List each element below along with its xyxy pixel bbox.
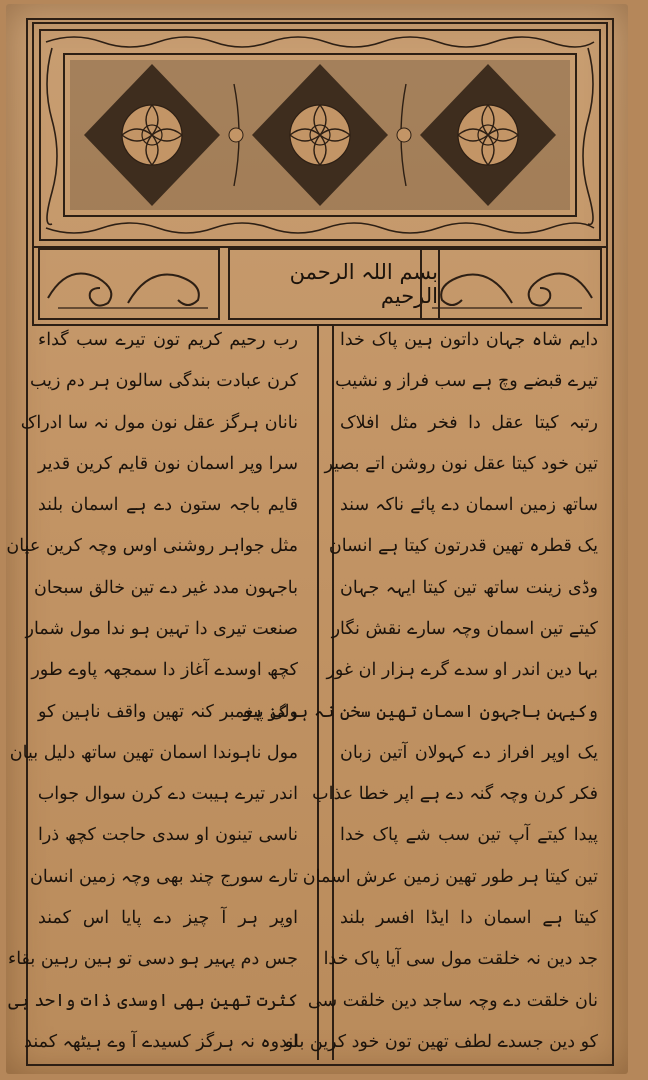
text-columns <box>6 326 604 1060</box>
verse-line: ساتھ زمین اسمان دے پائے ناکہ سند <box>340 495 598 516</box>
verse-line: مثل جواہر روشنی اوس وچہ کرین عیان <box>6 536 298 557</box>
verse-line: تارے سورج چند بھی وچہ زمین انسان <box>29 866 298 887</box>
verse-line: قایم باجہ ستون دے ہے اسمان بلند <box>38 495 298 516</box>
verse-line: دایم شاہ جہان داتون ہین پاک خدا <box>340 330 598 350</box>
verse-line: بہا دین اندر او سدے گرے ہزار ان غور <box>326 660 598 681</box>
verse-line: کرن عبادت بندگی سالون ہر دم زیب <box>29 371 298 392</box>
bismillah-title: بسم اللہ الرحمن الرحیم <box>228 248 440 320</box>
verse-line: یک اوپر افراز دے کہولان آتین زبان <box>340 742 598 763</box>
verse-line: جد دین نہ خلقت مول سی آیا پاک خدا <box>323 949 598 970</box>
verse-line: مول ناہوندا اسمان تھین ساتھ دلیل بیان <box>9 742 298 763</box>
verse-line: کیتا ہے اسمان دا ایڈا افسر بلند <box>340 907 598 928</box>
verse-line: او وہ نہ ہرگز کسیدے آ وے ہیٹھہ کمند <box>24 1031 298 1052</box>
manuscript-page <box>6 4 628 1074</box>
verse-line: تیرے قبضے وچ ہے سب فراز و نشیب <box>335 371 598 392</box>
verse-line: صنعت تیری دا تہین ہو ندا مول شمار <box>25 618 298 639</box>
verse-line: ناسی تینون او سدی حاجت کچھ ذرا <box>38 825 298 846</box>
verse-line: سرا وپر اسمان نون قایم کرین قدیر <box>38 453 298 474</box>
verse-line: نانان ہرگز عقل نون مول نہ سا ادراک <box>20 412 298 433</box>
verse-line: نان خلقت دے وچہ ساجد دین خلقت سی <box>307 990 598 1011</box>
scroll-ornament-left <box>38 248 220 320</box>
floral-ornament <box>34 24 606 246</box>
verse-line: کیتے تین اسمان وچہ سارے نقش نگار <box>331 618 598 639</box>
left-text-column <box>6 326 304 1060</box>
verse-line: اندر تیرے ہیبت دے کرن سوال جواب <box>37 784 298 805</box>
verse-line: فکر کرن وچہ گنہ دے ہے اپر خطا عذاب <box>312 784 598 805</box>
verse-line: وکیہن باجہون اسمان تھین سخن نہ ہرگز ہو <box>241 701 598 722</box>
verse-line: تین خود کیتا عقل نون روشن اتے بصیر <box>324 453 598 474</box>
verse-line: کچھ اوسدے آغاز دا سمجھہ پاوے طور <box>31 660 298 681</box>
verse-line: جس دم پہیر ہو دسی تو ہین رہین بقاء <box>7 949 298 970</box>
verse-line: کثرت تھین بھی اوسدی ذات واحد ہی <box>8 990 298 1011</box>
scroll-ornament-right <box>420 248 602 320</box>
right-text-column <box>241 326 604 1060</box>
column-divider <box>317 326 319 1060</box>
bismillah-row <box>32 244 608 326</box>
verse-line: پیدا کیتے آپ تین سب شے پاک خدا <box>340 825 598 846</box>
verse-line: ولی پیغمبر کنہ تھین واقف ناہین کو <box>38 701 298 722</box>
verse-line: وڈی زینت ساتھ تین کیتا ایہہ جہان <box>340 577 598 598</box>
verse-line: یک قطرہ تھین قدرتون کیتا ہے انسان <box>328 536 598 557</box>
verse-line: کو دین جسدے لطف تھین تون خود کرین بلند <box>279 1031 598 1052</box>
verse-line: باجہون مدد غیر دے تین خالق سبحان <box>33 577 298 598</box>
verse-line: رب رحیم کریم تون تیرے سب گداء <box>38 330 298 350</box>
decorative-header-band <box>32 22 608 248</box>
verse-line: تین کیتا ہر طور تھین زمین عرش اسمان <box>302 866 598 887</box>
verse-line: رتبہ کیتا عقل دا فخر مثل افلاک <box>340 412 598 433</box>
verse-line: اوپر ہر آ چیز دے پایا اس کمند <box>38 907 298 928</box>
